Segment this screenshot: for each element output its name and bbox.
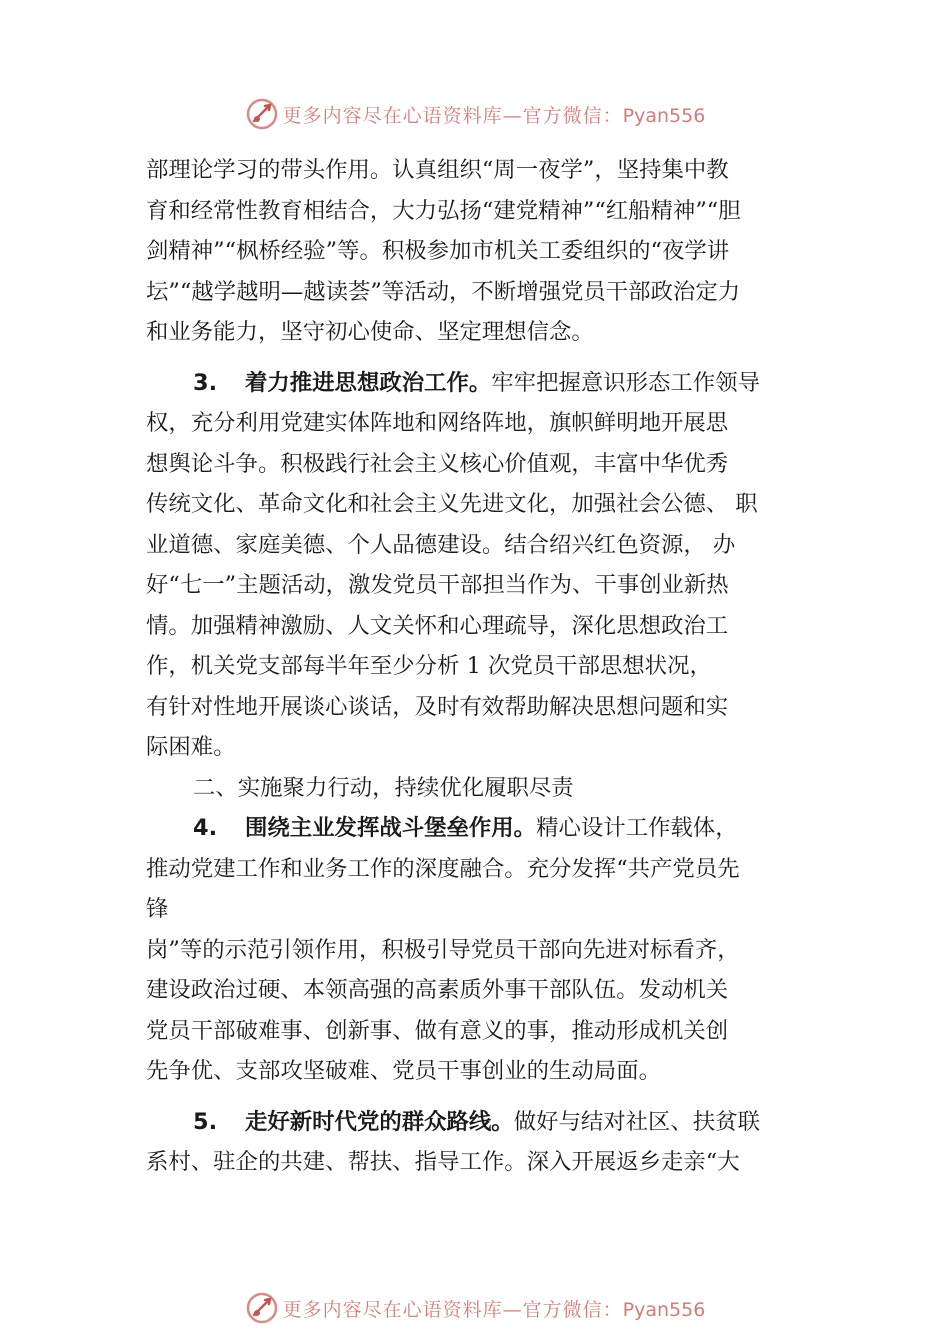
text-line: 和业务能力，坚守初心使命、坚定理想信念。 bbox=[146, 319, 594, 345]
item-heading: 围绕主业发挥战斗堡垒作用。 bbox=[245, 815, 537, 841]
item-number: 4. bbox=[193, 815, 218, 841]
text-line: 际困难。 bbox=[146, 734, 236, 760]
paragraph-4-heading-line: 4. 围绕主业发挥战斗堡垒作用。精心设计工作载体， bbox=[146, 808, 838, 849]
banner-text: 更多内容尽在心语资料库—官方微信：Pyan556 bbox=[282, 1298, 706, 1321]
section-heading: 二、实施聚力行动，持续优化履职尽责 bbox=[193, 774, 574, 801]
text-line: 剑精神”“枫桥经验”等。积极参加市机关工委组织的“夜学讲 bbox=[146, 238, 730, 264]
text-line: 作，机关党支部每半年至少分析 1 次党员干部思想状况， bbox=[146, 653, 712, 679]
item-heading: 走好新时代党的群众路线。 bbox=[245, 1108, 514, 1135]
logo-icon bbox=[245, 1291, 279, 1325]
text-line: 传统文化、革命文化和社会主义先进文化，加强社会公德、 职 bbox=[146, 491, 758, 517]
item-heading: 着力推进思想政治工作。 bbox=[245, 369, 492, 396]
text-line: 业道德、家庭美德、个人品德建设。结合绍兴红色资源， 办 bbox=[146, 531, 736, 558]
document-body bbox=[146, 150, 838, 1183]
banner-text: 更多内容尽在心语资料库—官方微信：Pyan556 bbox=[282, 104, 706, 127]
text-line: 锋 bbox=[146, 896, 169, 922]
text-line: 想舆论斗争。积极践行社会主义核心价值观，丰富中华优秀 bbox=[146, 450, 729, 477]
text-line: 有针对性地开展谈心谈话，及时有效帮助解决思想问题和实 bbox=[146, 693, 729, 720]
paragraph-5-heading-line: 5. 走好新时代党的群众路线。做好与结对社区、扶贫联 bbox=[146, 1102, 838, 1143]
item-number: 3. bbox=[193, 369, 218, 396]
text-line: 建设政治过硬、本领高强的高素质外事干部队伍。发动机关 bbox=[146, 977, 729, 1003]
item-number: 5. bbox=[193, 1108, 218, 1135]
footer-banner bbox=[0, 1288, 950, 1328]
text-line: 先争优、支部攻坚破难、党员干事创业的生动局面。 bbox=[146, 1058, 661, 1084]
logo-icon bbox=[245, 97, 279, 131]
text-line: 推动党建工作和业务工作的深度融合。充分发挥“共产党员先 bbox=[146, 855, 740, 882]
text-line: 系村、驻企的共建、帮扶、指导工作。深入开展返乡走亲“大 bbox=[146, 1149, 740, 1175]
text-line: 情。加强精神激励、人文关怀和心理疏导，深化思想政治工 bbox=[146, 612, 729, 639]
wechat-handle: Pyan556 bbox=[622, 104, 706, 127]
paragraph-3-heading-line: 3. 着力推进思想政治工作。牢牢把握意识形态工作领导 bbox=[146, 363, 838, 404]
text-line: 育和经常性教育相结合，大力弘扬“建党精神”“红船精神”“胆 bbox=[146, 197, 741, 224]
text-line: 权，充分利用党建实体阵地和网络阵地，旗帜鲜明地开展思 bbox=[146, 410, 729, 436]
text-line: 部理论学习的带头作用。认真组织“周一夜学”，坚持集中教 bbox=[146, 157, 729, 183]
text-line: 党员干部破难事、创新事、做有意义的事，推动形成机关创 bbox=[146, 1017, 729, 1044]
text-line: 坛”“越学越明—越读荟”等活动，不断增强党员干部政治定力 bbox=[146, 278, 741, 305]
wechat-handle: Pyan556 bbox=[622, 1298, 706, 1321]
text-line: 岗”等的示范引领作用，积极引导党员干部向先进对标看齐， bbox=[146, 936, 740, 963]
header-banner bbox=[0, 94, 950, 134]
text-line: 好“七一”主题活动，激发党员干部担当作为、干事创业新热 bbox=[146, 572, 729, 598]
